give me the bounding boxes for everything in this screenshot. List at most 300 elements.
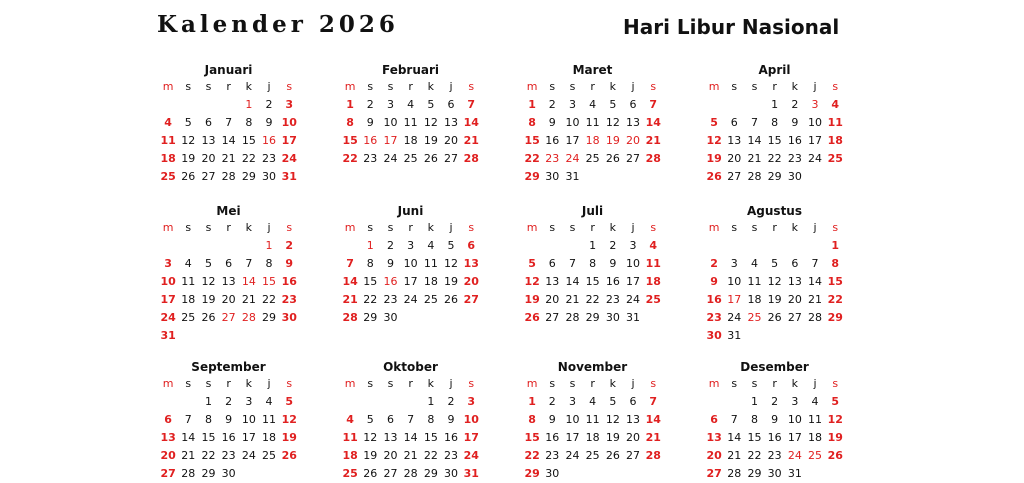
day-cell: 10: [808, 116, 823, 129]
day-cell: 4: [184, 257, 192, 270]
day-cell: 10: [626, 257, 641, 270]
day-cell: 14: [747, 134, 762, 147]
day-cell: 16: [444, 431, 459, 444]
weekday-header: s: [205, 80, 212, 93]
day-cell: 10: [403, 257, 418, 270]
weekday-header: s: [387, 221, 394, 234]
day-cell: 28: [241, 311, 256, 324]
weekday-header: r: [226, 80, 231, 93]
month-name: Juli: [581, 204, 604, 218]
day-cell: 10: [787, 413, 802, 426]
weekday-header: s: [286, 221, 293, 234]
month-september: [158, 359, 299, 483]
day-cell: 18: [262, 431, 277, 444]
day-cell: 2: [366, 98, 374, 111]
day-cell: 3: [568, 98, 576, 111]
day-cell: 29: [827, 311, 843, 324]
empty-cell: [704, 393, 724, 411]
day-cell: 26: [767, 311, 782, 324]
day-cell: 11: [585, 413, 600, 426]
day-cell: 18: [827, 134, 843, 147]
weekday-header: m: [526, 221, 538, 234]
day-cell: 18: [342, 449, 358, 462]
day-cell: 13: [727, 134, 742, 147]
day-cell: 24: [463, 449, 479, 462]
day-cell: 3: [568, 395, 576, 408]
day-cell: 9: [225, 413, 233, 426]
day-cell: 13: [626, 413, 641, 426]
day-cell: 5: [831, 395, 840, 408]
day-cell: 13: [463, 257, 479, 270]
weekday-header: s: [286, 377, 293, 390]
day-cell: 3: [791, 395, 799, 408]
day-cell: 30: [383, 311, 398, 324]
weekday-header: r: [408, 221, 413, 234]
day-cell: 27: [463, 293, 479, 306]
month-name: November: [557, 360, 628, 374]
day-cell: 10: [281, 116, 297, 129]
day-cell: 16: [221, 431, 236, 444]
day-cell: 4: [750, 257, 758, 270]
month-day-grid: [704, 78, 845, 186]
day-cell: 7: [225, 116, 233, 129]
day-cell: 27: [706, 467, 722, 480]
month-april: [704, 62, 845, 186]
weekday-header: s: [731, 377, 738, 390]
day-cell: 28: [727, 467, 742, 480]
empty-cell: [178, 96, 198, 114]
month-november: [522, 359, 663, 483]
day-cell: 24: [727, 311, 742, 324]
day-cell: 25: [585, 449, 600, 462]
weekday-header: s: [751, 221, 758, 234]
day-cell: 15: [241, 134, 256, 147]
weekday-header: k: [427, 80, 435, 93]
weekday-header: s: [549, 80, 556, 93]
day-cell: 9: [609, 257, 617, 270]
day-cell: 7: [649, 98, 658, 111]
empty-cell: [522, 237, 542, 255]
day-cell: 2: [548, 98, 556, 111]
day-cell: 11: [181, 275, 196, 288]
day-cell: 17: [808, 134, 823, 147]
day-cell: 8: [528, 116, 536, 129]
day-cell: 19: [181, 152, 196, 165]
day-cell: 16: [383, 275, 398, 288]
day-cell: 4: [164, 116, 172, 129]
day-cell: 4: [649, 239, 658, 252]
month-day-grid: [522, 375, 663, 483]
day-cell: 6: [710, 413, 718, 426]
month-name: Desember: [740, 360, 809, 374]
weekday-header: s: [286, 80, 293, 93]
day-cell: 16: [545, 134, 560, 147]
day-cell: 26: [605, 152, 620, 165]
day-cell: 22: [241, 152, 256, 165]
weekday-header: r: [226, 377, 231, 390]
day-cell: 16: [706, 293, 722, 306]
empty-cell: [239, 237, 259, 255]
day-cell: 23: [706, 311, 722, 324]
weekday-header: k: [791, 377, 799, 390]
day-cell: 13: [201, 134, 216, 147]
day-cell: 25: [645, 293, 661, 306]
day-cell: 15: [363, 275, 378, 288]
day-cell: 3: [245, 395, 253, 408]
day-cell: 30: [545, 467, 560, 480]
day-cell: 1: [771, 98, 779, 111]
day-cell: 22: [767, 152, 782, 165]
day-cell: 1: [831, 239, 840, 252]
empty-cell: [744, 96, 764, 114]
day-cell: 6: [548, 257, 556, 270]
day-cell: 26: [524, 311, 540, 324]
day-cell: 16: [545, 431, 560, 444]
page-subtitle: Hari Libur Nasional: [623, 15, 840, 39]
day-cell: 14: [645, 413, 661, 426]
day-cell: 4: [346, 413, 354, 426]
weekday-header: s: [205, 377, 212, 390]
day-cell: 31: [160, 329, 176, 342]
day-cell: 14: [403, 431, 418, 444]
day-cell: 5: [609, 98, 617, 111]
day-cell: 17: [463, 431, 479, 444]
day-cell: 24: [626, 293, 641, 306]
day-cell: 8: [265, 257, 273, 270]
day-cell: 21: [403, 449, 418, 462]
day-cell: 20: [383, 449, 398, 462]
weekday-header: m: [162, 221, 174, 234]
day-cell: 13: [545, 275, 560, 288]
weekday-header: s: [832, 221, 839, 234]
day-cell: 26: [827, 449, 843, 462]
day-cell: 7: [811, 257, 819, 270]
month-mei: [158, 203, 299, 345]
empty-cell: [219, 96, 239, 114]
day-cell: 30: [706, 329, 722, 342]
day-cell: 14: [342, 275, 358, 288]
day-cell: 25: [342, 467, 358, 480]
day-cell: 21: [565, 293, 580, 306]
day-cell: 22: [524, 449, 540, 462]
month-januari: [158, 62, 299, 186]
day-cell: 18: [808, 431, 823, 444]
month-juli: [522, 203, 663, 327]
weekday-header: m: [708, 377, 720, 390]
day-cell: 21: [645, 134, 661, 147]
weekday-header: s: [569, 80, 576, 93]
weekday-header: r: [226, 221, 231, 234]
month-desember: [704, 359, 845, 483]
day-cell: 16: [767, 431, 782, 444]
day-cell: 21: [463, 134, 479, 147]
day-cell: 10: [241, 413, 256, 426]
day-cell: 19: [605, 134, 620, 147]
day-cell: 15: [262, 275, 277, 288]
day-cell: 18: [181, 293, 196, 306]
day-cell: 6: [629, 395, 637, 408]
day-cell: 25: [262, 449, 277, 462]
day-cell: 9: [548, 116, 556, 129]
weekday-header: r: [590, 80, 595, 93]
day-cell: 23: [545, 152, 560, 165]
day-cell: 19: [444, 275, 459, 288]
day-cell: 17: [787, 431, 802, 444]
day-cell: 24: [281, 152, 297, 165]
weekday-header: r: [590, 221, 595, 234]
day-cell: 7: [467, 98, 476, 111]
weekday-header: m: [344, 221, 356, 234]
day-cell: 29: [241, 170, 256, 183]
day-cell: 9: [771, 413, 779, 426]
day-cell: 5: [609, 395, 617, 408]
day-cell: 24: [403, 293, 418, 306]
day-cell: 29: [585, 311, 600, 324]
day-cell: 15: [747, 431, 762, 444]
day-cell: 10: [160, 275, 176, 288]
day-cell: 2: [386, 239, 394, 252]
day-cell: 28: [747, 170, 762, 183]
weekday-header: j: [631, 80, 635, 93]
day-cell: 25: [827, 152, 843, 165]
day-cell: 19: [767, 293, 782, 306]
day-cell: 17: [403, 275, 418, 288]
day-cell: 8: [831, 257, 840, 270]
day-cell: 31: [787, 467, 802, 480]
day-cell: 24: [241, 449, 256, 462]
weekday-header: s: [185, 377, 192, 390]
empty-cell: [198, 237, 218, 255]
day-cell: 1: [245, 98, 253, 111]
day-cell: 29: [423, 467, 438, 480]
empty-cell: [178, 237, 198, 255]
day-cell: 9: [285, 257, 294, 270]
weekday-header: s: [205, 221, 212, 234]
day-cell: 5: [427, 98, 435, 111]
day-cell: 20: [221, 293, 236, 306]
weekday-header: j: [267, 377, 271, 390]
day-cell: 27: [727, 170, 742, 183]
month-oktober: [340, 359, 481, 483]
day-cell: 13: [706, 431, 722, 444]
day-cell: 14: [808, 275, 823, 288]
day-cell: 21: [808, 293, 823, 306]
day-cell: 31: [565, 170, 580, 183]
day-cell: 27: [444, 152, 459, 165]
day-cell: 19: [423, 134, 438, 147]
day-cell: 14: [645, 116, 661, 129]
day-cell: 28: [221, 170, 236, 183]
day-cell: 27: [160, 467, 176, 480]
day-cell: 31: [281, 170, 297, 183]
day-cell: 15: [524, 134, 540, 147]
day-cell: 4: [427, 239, 435, 252]
weekday-header: m: [162, 80, 174, 93]
weekday-header: k: [609, 80, 617, 93]
day-cell: 8: [750, 413, 758, 426]
day-cell: 21: [181, 449, 196, 462]
month-day-grid: [158, 78, 299, 186]
weekday-header: j: [267, 80, 271, 93]
day-cell: 30: [767, 467, 782, 480]
month-name: Agustus: [747, 204, 802, 218]
day-cell: 29: [201, 467, 216, 480]
day-cell: 14: [463, 116, 479, 129]
month-juni: [340, 203, 481, 327]
day-cell: 7: [407, 413, 415, 426]
weekday-header: s: [367, 80, 374, 93]
day-cell: 9: [265, 116, 273, 129]
day-cell: 8: [589, 257, 597, 270]
day-cell: 11: [827, 116, 843, 129]
day-cell: 10: [383, 116, 398, 129]
weekday-header: s: [731, 221, 738, 234]
day-cell: 3: [285, 98, 294, 111]
day-cell: 13: [160, 431, 176, 444]
day-cell: 28: [565, 311, 580, 324]
day-cell: 16: [363, 134, 378, 147]
day-cell: 18: [585, 134, 600, 147]
day-cell: 23: [767, 449, 782, 462]
day-cell: 2: [225, 395, 233, 408]
day-cell: 4: [589, 98, 597, 111]
day-cell: 28: [645, 152, 661, 165]
weekday-header: j: [267, 221, 271, 234]
day-cell: 29: [524, 170, 540, 183]
empty-cell: [340, 393, 360, 411]
day-cell: 12: [181, 134, 196, 147]
day-cell: 26: [201, 311, 216, 324]
day-cell: 16: [262, 134, 277, 147]
weekday-header: s: [751, 377, 758, 390]
day-cell: 4: [831, 98, 840, 111]
day-cell: 8: [245, 116, 253, 129]
day-cell: 6: [386, 413, 394, 426]
weekday-header: s: [185, 221, 192, 234]
weekday-header: s: [751, 80, 758, 93]
day-cell: 25: [181, 311, 196, 324]
day-cell: 16: [281, 275, 297, 288]
day-cell: 21: [221, 152, 236, 165]
day-cell: 25: [808, 449, 823, 462]
day-cell: 16: [787, 134, 802, 147]
day-cell: 19: [706, 152, 722, 165]
day-cell: 22: [342, 152, 358, 165]
day-cell: 17: [626, 275, 641, 288]
day-cell: 23: [787, 152, 802, 165]
day-cell: 17: [160, 293, 176, 306]
empty-cell: [724, 96, 744, 114]
day-cell: 31: [626, 311, 641, 324]
weekday-header: r: [590, 377, 595, 390]
month-day-grid: [158, 219, 299, 345]
weekday-header: s: [650, 221, 657, 234]
day-cell: 13: [626, 116, 641, 129]
day-cell: 12: [827, 413, 843, 426]
weekday-header: k: [609, 377, 617, 390]
empty-cell: [380, 393, 400, 411]
weekday-header: j: [449, 80, 453, 93]
day-cell: 5: [447, 239, 455, 252]
empty-cell: [158, 393, 178, 411]
empty-cell: [542, 237, 562, 255]
day-cell: 14: [241, 275, 256, 288]
month-name: Maret: [572, 63, 613, 77]
day-cell: 24: [808, 152, 823, 165]
day-cell: 9: [447, 413, 455, 426]
weekday-header: r: [408, 377, 413, 390]
day-cell: 17: [241, 431, 256, 444]
day-cell: 1: [528, 98, 536, 111]
month-name: September: [191, 360, 266, 374]
day-cell: 1: [204, 395, 212, 408]
day-cell: 20: [201, 152, 216, 165]
month-name: Mei: [216, 204, 241, 218]
day-cell: 14: [727, 431, 742, 444]
weekday-header: m: [344, 80, 356, 93]
weekday-header: k: [427, 377, 435, 390]
day-cell: 19: [524, 293, 540, 306]
weekday-header: m: [526, 377, 538, 390]
day-cell: 6: [629, 98, 637, 111]
weekday-header: m: [708, 221, 720, 234]
day-cell: 1: [265, 239, 273, 252]
day-cell: 21: [342, 293, 358, 306]
day-cell: 18: [403, 134, 418, 147]
month-day-grid: [340, 375, 481, 483]
empty-cell: [198, 96, 218, 114]
day-cell: 5: [528, 257, 536, 270]
day-cell: 12: [767, 275, 782, 288]
weekday-header: s: [185, 80, 192, 93]
day-cell: 5: [184, 116, 192, 129]
weekday-header: j: [449, 377, 453, 390]
day-cell: 4: [589, 395, 597, 408]
day-cell: 9: [386, 257, 394, 270]
day-cell: 22: [585, 293, 600, 306]
day-cell: 26: [181, 170, 196, 183]
empty-cell: [360, 393, 380, 411]
day-cell: 13: [383, 431, 398, 444]
day-cell: 12: [605, 116, 620, 129]
day-cell: 29: [747, 467, 762, 480]
empty-cell: [562, 237, 582, 255]
day-cell: 10: [463, 413, 479, 426]
day-cell: 20: [626, 134, 641, 147]
weekday-header: j: [813, 80, 817, 93]
day-cell: 6: [730, 116, 738, 129]
day-cell: 30: [787, 170, 802, 183]
day-cell: 12: [363, 431, 378, 444]
month-day-grid: [340, 219, 481, 327]
day-cell: 2: [791, 98, 799, 111]
day-cell: 17: [281, 134, 297, 147]
day-cell: 20: [727, 152, 742, 165]
month-name: Januari: [204, 63, 253, 77]
day-cell: 18: [645, 275, 661, 288]
day-cell: 17: [727, 293, 742, 306]
day-cell: 22: [201, 449, 216, 462]
day-cell: 3: [811, 98, 819, 111]
month-februari: [340, 62, 481, 168]
weekday-header: s: [468, 221, 475, 234]
weekday-header: s: [832, 80, 839, 93]
day-cell: 21: [747, 152, 762, 165]
day-cell: 5: [204, 257, 212, 270]
day-cell: 18: [160, 152, 176, 165]
day-cell: 20: [444, 134, 459, 147]
day-cell: 25: [423, 293, 438, 306]
